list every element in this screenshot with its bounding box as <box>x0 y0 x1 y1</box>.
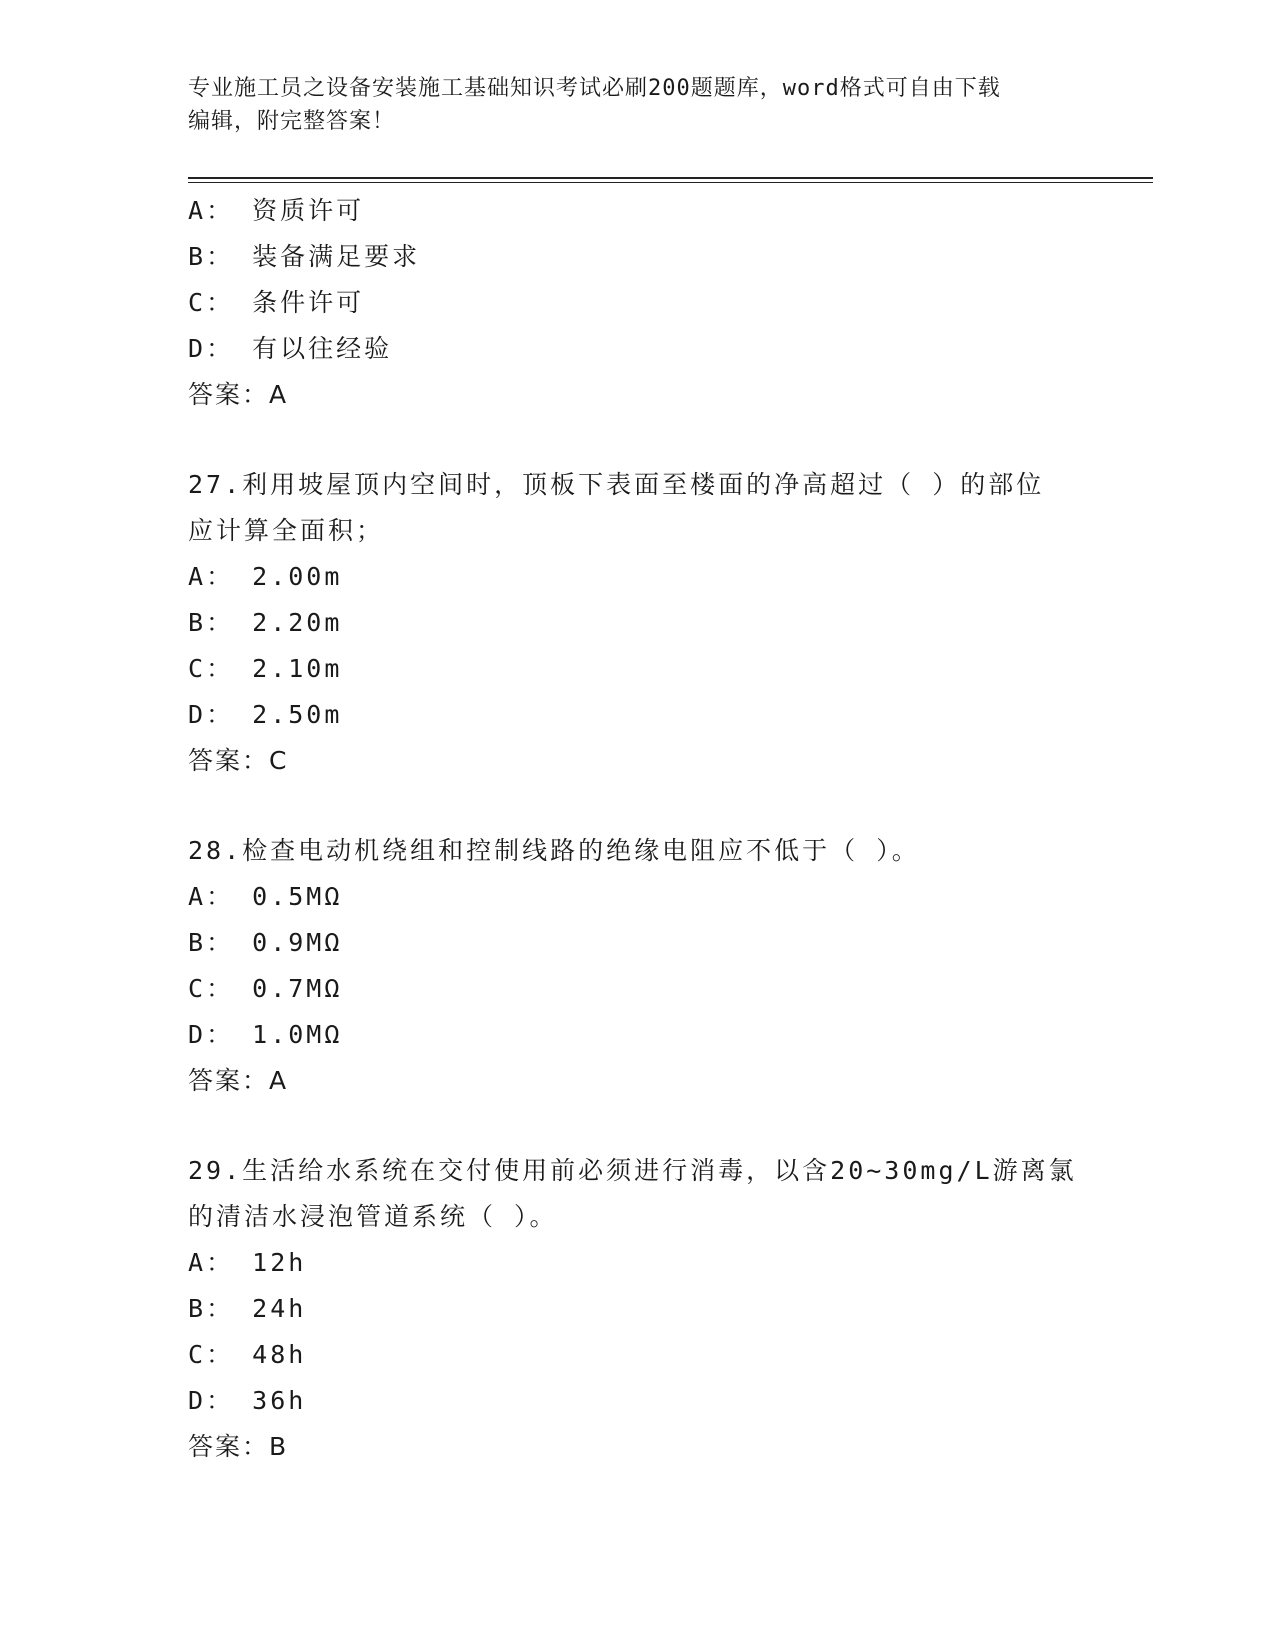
question-text-line-2: 的清洁水浸泡管道系统（ ）。 <box>188 1202 558 1231</box>
question-text-line-1: 28.检查电动机绕组和控制线路的绝缘电阻应不低于（ ）。 <box>188 836 920 865</box>
header-rule-thick <box>188 177 1153 179</box>
option-c: C： 0.7MΩ <box>188 974 343 1003</box>
option-a: A： 12h <box>188 1248 307 1277</box>
option-a: A： 资质许可 <box>188 196 365 225</box>
option-b: B： 24h <box>188 1294 307 1323</box>
header-rule-thin <box>188 182 1153 183</box>
question-29 <box>188 1148 1108 1470</box>
question-text-line-1: 27.利用坡屋顶内空间时，顶板下表面至楼面的净高超过（ ）的部位 <box>188 470 1045 499</box>
answer-line: 答案：B <box>188 1432 289 1461</box>
answer-line: 答案：A <box>188 380 289 409</box>
option-d: D： 2.50m <box>188 700 343 729</box>
question-28 <box>188 828 1108 1104</box>
question-26 <box>188 188 1108 418</box>
option-c: C： 条件许可 <box>188 288 365 317</box>
header-line-2: 编辑，附完整答案！ <box>188 109 396 134</box>
question-text-line-1: 29.生活给水系统在交付使用前必须进行消毒，以含20~30mg/L游离氯 <box>188 1156 1077 1185</box>
question-27 <box>188 462 1108 784</box>
option-d: D： 1.0MΩ <box>188 1020 343 1049</box>
option-c: C： 2.10m <box>188 654 343 683</box>
option-c: C： 48h <box>188 1340 307 1369</box>
option-a: A： 0.5MΩ <box>188 882 343 911</box>
option-b: B： 2.20m <box>188 608 343 637</box>
option-d: D： 有以往经验 <box>188 334 393 363</box>
question-list <box>188 188 1108 1470</box>
header-line-1: 专业施工员之设备安装施工基础知识考试必刷200题题库，word格式可自由下载 <box>188 76 1001 101</box>
option-b: B： 0.9MΩ <box>188 928 343 957</box>
document-header <box>188 72 1068 138</box>
answer-line: 答案：A <box>188 1066 289 1095</box>
question-text-line-2: 应计算全面积； <box>188 516 385 545</box>
answer-line: 答案：C <box>188 746 289 775</box>
option-d: D： 36h <box>188 1386 307 1415</box>
option-b: B： 装备满足要求 <box>188 242 421 271</box>
option-a: A： 2.00m <box>188 562 343 591</box>
